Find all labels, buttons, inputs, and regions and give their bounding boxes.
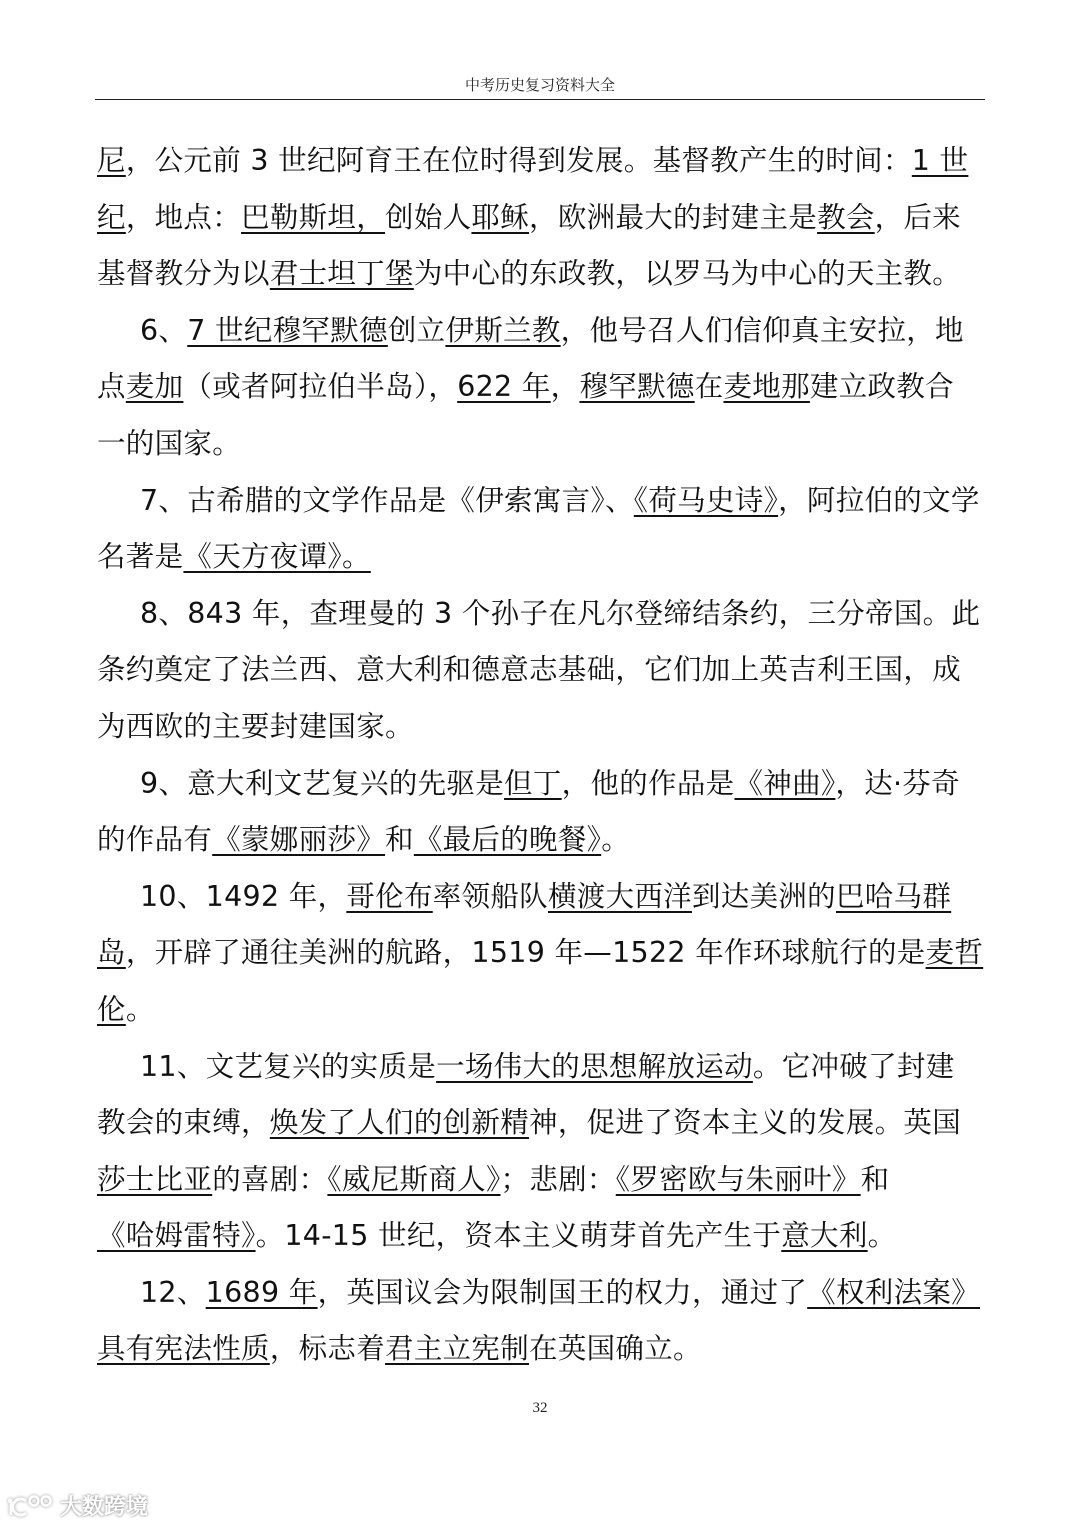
underlined-key-term: 伦	[97, 992, 126, 1026]
text-segment: 创立	[387, 313, 446, 347]
watermark-text: 大数跨境	[60, 1495, 149, 1520]
text-line	[97, 1268, 997, 1325]
text-segment: 。	[601, 823, 630, 857]
underlined-key-term: 意大利	[781, 1219, 868, 1253]
text-line	[97, 193, 997, 250]
text-segment: 在英国确立。	[529, 1332, 702, 1366]
underlined-key-term: 麦地那	[723, 370, 810, 404]
text-segment: （或者阿拉伯半岛），	[183, 370, 458, 404]
text-segment: 。	[867, 1219, 897, 1253]
underlined-key-term: 《神曲》	[734, 766, 836, 800]
underlined-key-term: 教会	[817, 200, 875, 234]
text-segment: 神，促进了资本主义的发展。英国	[529, 1106, 962, 1140]
text-line	[97, 702, 997, 759]
text-line	[97, 1155, 997, 1212]
watermark-logo-icon	[8, 1493, 54, 1519]
text-segment: 创始人	[385, 200, 472, 234]
text-segment: ，欧洲最大的封建主是	[529, 200, 818, 234]
text-segment: 名著是	[97, 540, 184, 574]
underlined-key-term: 哥伦布	[346, 879, 433, 913]
underlined-key-term: 《威尼斯商人》	[327, 1162, 501, 1196]
text-segment: 和	[385, 823, 414, 857]
text-line	[97, 476, 997, 533]
text-line	[97, 306, 997, 363]
text-segment: ，开辟了通往美洲的航路，1519 年—1522 年作环球航行的是	[125, 936, 926, 970]
text-segment: 。14-15 世纪，资本主义萌芽首先产生于	[255, 1219, 782, 1253]
underlined-key-term: 622 年	[457, 370, 551, 404]
text-line	[97, 1324, 997, 1381]
underlined-key-term: 《天方夜谭》。	[183, 540, 371, 574]
text-line	[97, 815, 997, 872]
text-segment: ，	[550, 370, 580, 404]
text-line	[97, 645, 997, 702]
underlined-key-term: 横渡大西洋	[547, 879, 692, 913]
underlined-key-term: 君主立宪制	[385, 1332, 530, 1366]
text-segment: 9、意大利文艺复兴的先驱是	[140, 766, 505, 800]
underlined-key-term: 7 世纪穆罕默德	[187, 313, 388, 347]
text-line	[97, 249, 997, 306]
text-line	[97, 589, 997, 646]
text-segment: 和	[860, 1162, 890, 1196]
text-segment: ，标志着	[269, 1332, 386, 1366]
underlined-key-term: 1 世	[911, 144, 969, 177]
underlined-key-term: 一场伟大的思想解放运动	[436, 1049, 753, 1083]
text-segment: ，他号召人们信仰真主安拉，地	[560, 313, 964, 347]
text-segment: 教会的束缚，	[97, 1106, 270, 1140]
underlined-key-term: 麦加	[125, 370, 184, 404]
underlined-key-term: 《最后的晚餐》	[413, 823, 602, 857]
text-segment: 7、古希腊的文学作品是《伊索寓言》、	[140, 483, 634, 517]
underlined-key-term: 《荷马史诗》	[633, 483, 779, 517]
text-segment: 6、	[140, 313, 188, 347]
text-segment: 点	[97, 370, 126, 404]
text-line	[97, 1098, 997, 1155]
running-header: 中考历史复习资料大全	[464, 76, 615, 94]
text-segment: 率领船队	[432, 879, 548, 913]
text-segment: 10、1492 年，	[140, 879, 347, 913]
text-segment: 。它冲破了封建	[752, 1049, 955, 1083]
text-segment: 基督教分为以	[97, 257, 270, 291]
text-line	[97, 136, 997, 193]
text-segment: ，他的作品是	[561, 766, 735, 800]
underlined-key-term: 麦哲	[925, 936, 984, 970]
text-line	[97, 362, 997, 419]
text-line	[97, 872, 997, 929]
underlined-key-term: 巴勒斯坦，	[241, 200, 386, 234]
underlined-key-term: 莎士比亚	[97, 1162, 213, 1196]
header-rule	[95, 99, 985, 100]
underlined-key-term: 穆罕默德	[579, 370, 695, 404]
text-segment: 条约奠定了法兰西、意大利和德意志基础，它们加上英吉利王国，成	[97, 653, 962, 687]
text-segment: ，阿拉伯的文学	[778, 483, 980, 517]
document-body	[97, 136, 997, 1381]
text-segment: 在	[694, 370, 724, 404]
text-segment: 11、文艺复兴的实质是	[140, 1049, 437, 1083]
text-segment: 的作品有	[97, 823, 213, 857]
underlined-key-term: 巴哈马群	[836, 879, 952, 913]
underlined-key-term: 具有宪法性质	[97, 1332, 270, 1366]
text-line	[97, 532, 997, 589]
underlined-key-term: 《权利法案》	[807, 1275, 980, 1309]
underlined-key-term: 《哈姆雷特》	[97, 1219, 256, 1253]
underlined-key-term: 君士坦丁堡	[269, 257, 414, 291]
text-segment: ，英国议会为限制国王的权力，通过了	[317, 1275, 808, 1309]
text-segment: 为中心的东政教，以罗马为中心的天主教。	[413, 257, 962, 291]
text-segment: 8、843 年，查理曼的 3 个孙子在凡尔登缔结条约，三分帝国。此	[140, 596, 981, 630]
underlined-key-term: 《罗密欧与朱丽叶》	[615, 1162, 861, 1196]
underlined-key-term: 焕发了人们的创新精	[269, 1106, 530, 1140]
text-line	[97, 1211, 997, 1268]
underlined-key-term: 《蒙娜丽莎》	[212, 823, 386, 857]
page-number: 32	[532, 1400, 548, 1416]
text-segment: ；悲剧：	[500, 1162, 616, 1196]
underlined-key-term: 1689 年	[205, 1275, 318, 1309]
text-segment: 的喜剧：	[212, 1162, 328, 1196]
text-segment: ，地点：	[125, 200, 242, 234]
text-line	[97, 1042, 997, 1099]
underlined-key-term: 但丁	[504, 766, 562, 800]
text-segment: ，达·芬奇	[835, 766, 960, 800]
text-segment: 建立政教合	[809, 370, 954, 404]
underlined-key-term: 岛	[97, 936, 126, 970]
watermark	[8, 1490, 148, 1521]
text-segment: 到达美洲的	[691, 879, 836, 913]
underlined-key-term: 尼	[97, 144, 126, 177]
text-segment: 。	[125, 992, 155, 1026]
text-segment: ，公元前 3 世纪阿育王在位时得到发展。基督教产生的时间：	[125, 144, 912, 177]
text-segment: ，后来	[874, 200, 962, 234]
text-line	[97, 928, 997, 985]
underlined-key-term: 伊斯兰教	[445, 313, 561, 347]
text-segment: 12、	[140, 1275, 206, 1309]
underlined-key-term: 纪	[97, 200, 126, 234]
text-segment: 一的国家。	[97, 426, 242, 460]
text-line	[97, 419, 997, 476]
text-segment: 为西欧的主要封建国家。	[97, 709, 414, 743]
text-line	[97, 759, 997, 816]
text-line	[97, 985, 997, 1042]
underlined-key-term: 耶稣	[471, 200, 530, 234]
